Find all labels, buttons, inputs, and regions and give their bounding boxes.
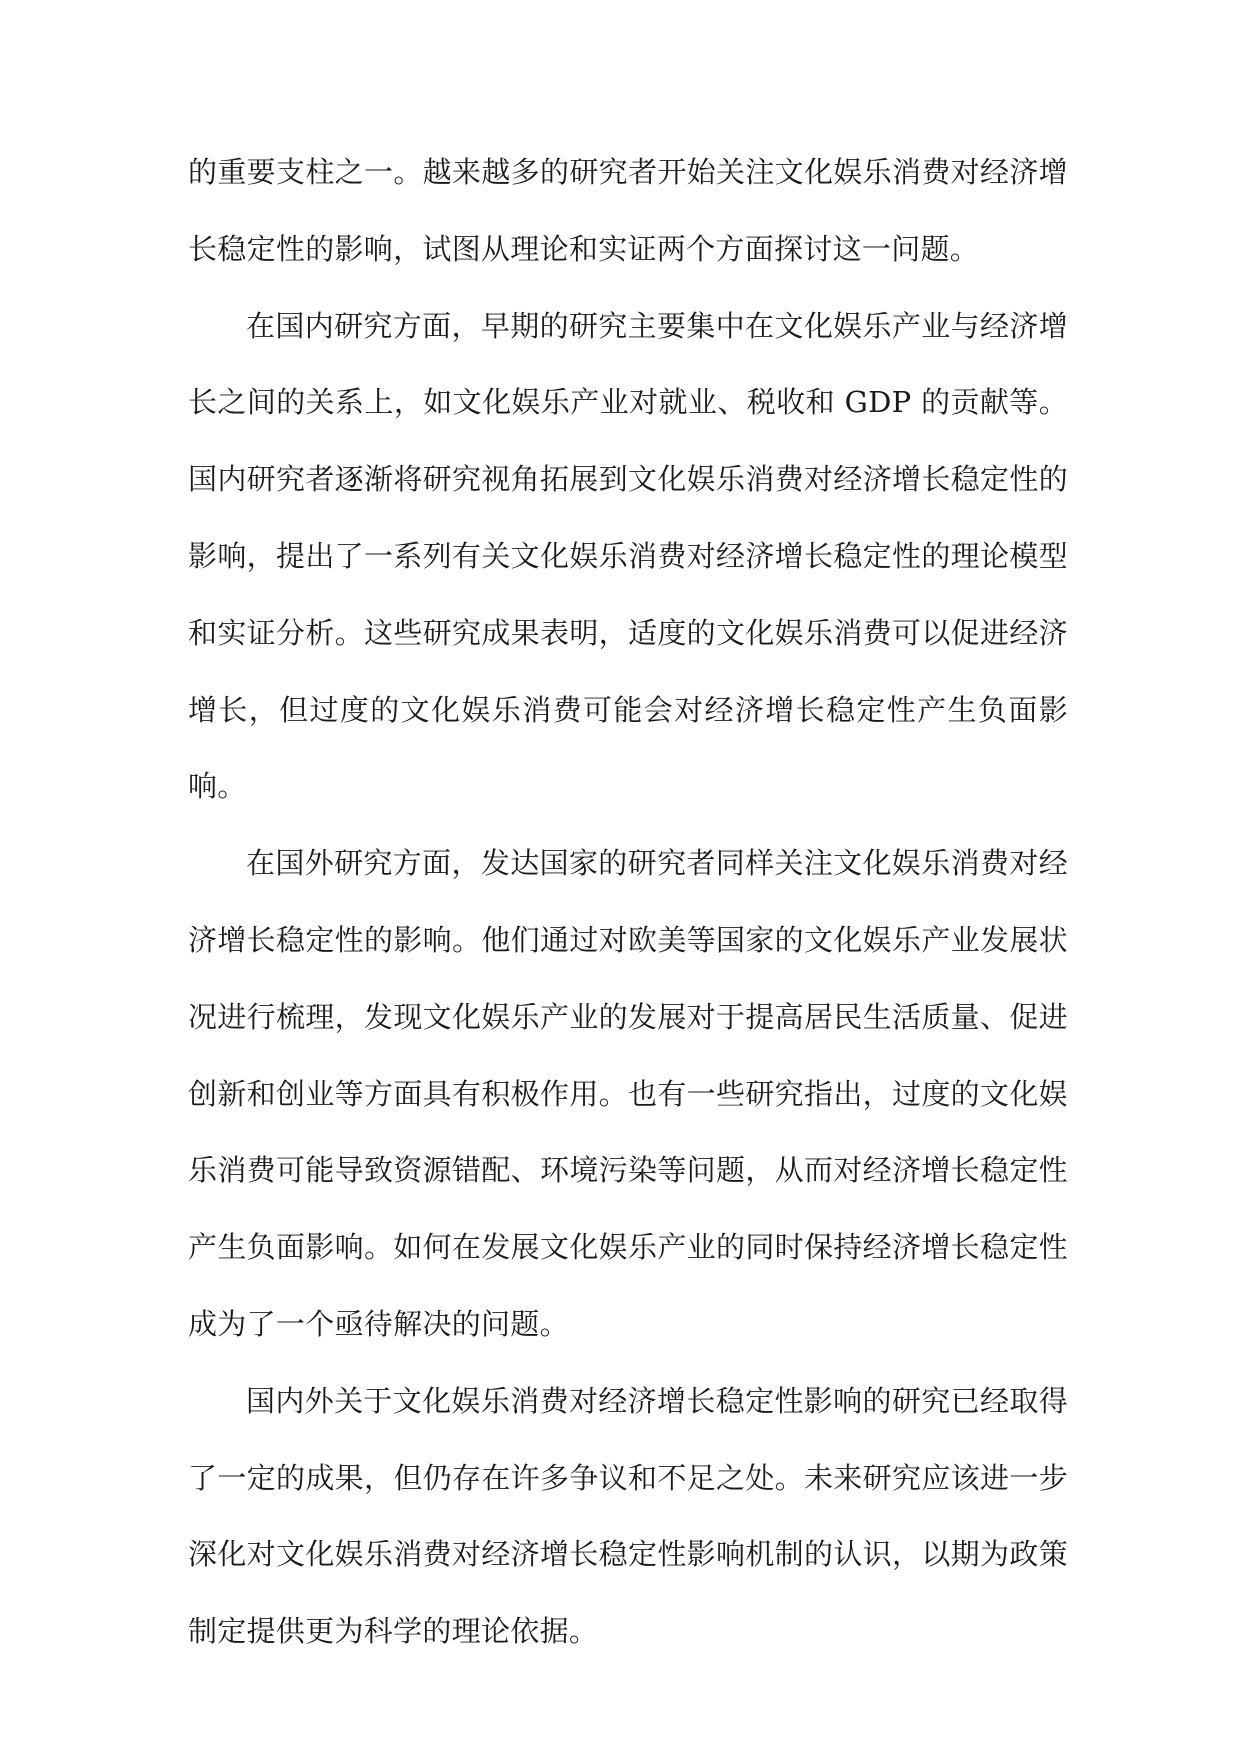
text-line: 乐消费可能导致资源错配、环境污染等问题，从而对经济增长稳定性 — [188, 1153, 1068, 1188]
text-line: 内研究者逐渐将研究视角拓展到文化娱乐消费对经济增长稳定性的 — [217, 462, 1068, 497]
text-line: 得了一定的成果，但仍存在许多争议和不足之处。未来研究应该进一 — [188, 1383, 1068, 1495]
text-line: 济增长稳定性的影响。他们通过对欧美等国家的文化娱乐产业发展状 — [188, 922, 1068, 957]
text-line: 创新和创业等方面具有积极作用。也有一些研究指出，过度的文化娱 — [188, 1076, 1068, 1111]
text-line: 和实证分析。这些研究成果表明，适度的文化娱乐消费可以促进经济 — [188, 615, 1068, 650]
text-line: 国内外关于文化娱乐消费对经济增长稳定性影响的研究已经取 — [246, 1383, 1039, 1418]
text-line: 的重要支柱之一。越来越多的研究者开始关注文化娱乐消费对经济增 — [188, 155, 1068, 189]
paragraph-domestic-research — [188, 288, 1068, 826]
text-line: 在国外研究方面，发达国家的研究者同样关注文化娱乐消费对经 — [246, 846, 1068, 881]
text-line: 产生负面影响。如何在发展文化娱乐产业的同时保持经济增长稳定性 — [188, 1230, 1068, 1265]
text-line: 策制定提供更为科学的理论依据。 — [188, 1537, 1068, 1649]
text-line: 增长，但过度的文化娱乐消费可能会对经济增长稳定性产生负面影响。 — [188, 692, 1068, 804]
text-line: 况进行梳理，发现文化娱乐产业的发展对于提高居民生活质量、促进 — [188, 999, 1068, 1034]
paragraph-foreign-research — [188, 825, 1068, 1363]
text-line: 步深化对文化娱乐消费对经济增长稳定性影响机制的认识，以期为政 — [188, 1460, 1068, 1572]
body-text — [188, 134, 1068, 1670]
text-line: 影响，提出了一系列有关文化娱乐消费对经济增长稳定性的理论模型 — [188, 538, 1068, 573]
text-line: 长之间的关系上，如文化娱乐产业对就业、税收和 GDP 的贡献等。国 — [188, 385, 1068, 497]
paragraph-summary — [188, 1363, 1068, 1670]
paragraph-continuation — [188, 134, 1068, 288]
text-line: 成为了一个亟待解决的问题。 — [188, 1306, 569, 1341]
text-line: 长稳定性的影响，试图从理论和实证两个方面探讨这一问题。 — [188, 231, 980, 266]
text-line: 在国内研究方面，早期的研究主要集中在文化娱乐产业与经济增 — [246, 308, 1068, 343]
